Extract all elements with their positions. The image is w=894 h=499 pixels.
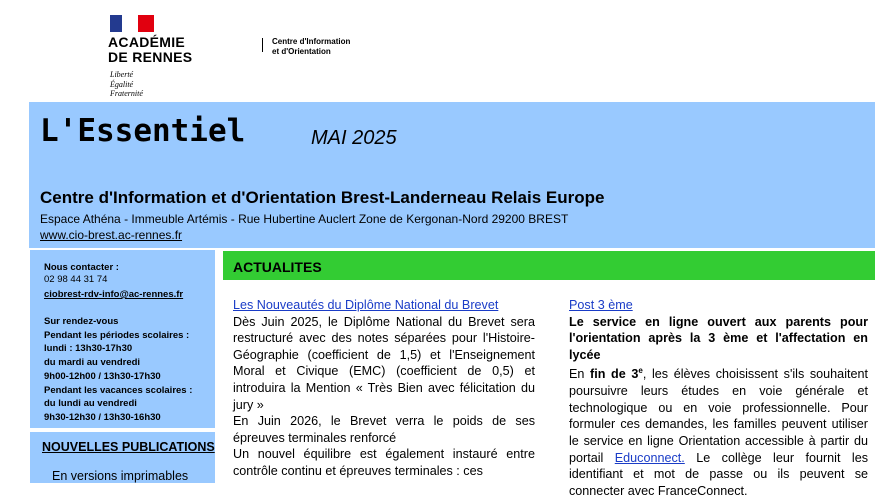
republique-francaise-flag-logo bbox=[110, 15, 154, 32]
publications-title[interactable]: NOUVELLES PUBLICATIONS bbox=[42, 440, 215, 454]
body-rest: , les élèves choisissent s'ils souhaitent poursuivre leurs études en voie générale et technologique ou en voie professionnelle. Pour formuler ces demandes, les familles peuvent utiliser le service en ligne Orientation accessible à partir du portail bbox=[569, 367, 868, 465]
school-hours-days: du mardi au vendredi bbox=[44, 357, 141, 368]
body-sup: e bbox=[638, 366, 643, 376]
newsletter-title: L'Essentiel bbox=[40, 113, 246, 149]
organization-name: Centre d'Information et d'Orientation Brest-Landerneau Relais Europe bbox=[40, 188, 605, 207]
website-link[interactable]: www.cio-brest.ac-rennes.fr bbox=[40, 228, 183, 242]
school-hours-times: 9h00-12h00 / 13h30-17h30 bbox=[44, 371, 161, 382]
article-brevet bbox=[233, 297, 535, 480]
article-post3-heading[interactable]: Post 3 ème bbox=[569, 298, 633, 312]
motto-fraternite: Fraternité bbox=[110, 89, 143, 98]
holidays-label: Pendant les vacances scolaires : bbox=[44, 385, 193, 396]
school-periods-label: Pendant les périodes scolaires : bbox=[44, 330, 190, 341]
holiday-times: 9h30-12h30 / 13h30-16h30 bbox=[44, 412, 161, 423]
academie-line2: DE RENNES bbox=[108, 49, 193, 65]
cio-header-label bbox=[272, 37, 350, 56]
article-post3-lead: Le service en ligne ouvert aux parents pour l'orientation après la 3 ème et l'affectation en lycée bbox=[569, 314, 868, 362]
academie-line1: ACADÉMIE bbox=[108, 34, 186, 50]
news-section-title: ACTUALITES bbox=[233, 259, 322, 275]
republic-motto bbox=[110, 70, 143, 99]
article-brevet-heading[interactable]: Les Nouveautés du Diplôme National du Brevet bbox=[233, 298, 499, 312]
body-end: Le collège leur fournit les identifiant et mot de passe ou ils peuvent se connecter avec FranceConnect. bbox=[569, 450, 868, 498]
body-bold: fin de 3 bbox=[590, 367, 639, 382]
article-post3-body bbox=[569, 363, 868, 499]
cio-line2: et d'Orientation bbox=[272, 46, 331, 56]
article-brevet-p2: En Juin 2026, le Brevet verra le poids de ses épreuves terminales renforcé bbox=[233, 414, 535, 445]
publications-subtitle: En versions imprimables bbox=[52, 469, 189, 483]
contact-title: Nous contacter : bbox=[44, 262, 119, 273]
motto-liberte: Liberté bbox=[110, 70, 134, 79]
motto-egalite: Égalité bbox=[110, 79, 134, 89]
article-brevet-p1: Dès Juin 2025, le Diplôme National du Brevet sera restructuré avec des notes séparées pour l'Histoire-Géographie (coefficient de 1,5) et l'Enseignement Moral et Civique (EMC) (coefficient de 0,5) et introduira la Mention « Très Bien avec félicitation du jury » bbox=[233, 314, 535, 412]
header-divider bbox=[262, 38, 263, 52]
appointment-title: Sur rendez-vous bbox=[44, 316, 119, 327]
organization-address: Espace Athéna - Immeuble Artémis - Rue Hubertine Auclert Zone de Kergonan-Nord 29200 BREST bbox=[40, 212, 569, 226]
issue-month: MAI 2025 bbox=[311, 127, 397, 149]
article-brevet-p3: Un nouvel équilibre est également instauré entre contrôle continu et épreuves terminales : ces bbox=[233, 447, 535, 478]
article-post3 bbox=[569, 297, 868, 499]
contact-phone[interactable]: 02 98 44 31 74 bbox=[44, 274, 108, 285]
school-hours-monday: lundi : 13h30-17h30 bbox=[44, 343, 133, 354]
body-start: En bbox=[569, 367, 591, 382]
educonnect-link[interactable]: Educonnect. bbox=[614, 450, 685, 465]
academie-logo-text bbox=[108, 35, 192, 65]
cio-line1: Centre d'Information bbox=[272, 37, 351, 46]
holiday-days: du lundi au vendredi bbox=[44, 398, 137, 409]
contact-email-link[interactable]: ciobrest-rdv-info@ac-rennes.fr bbox=[44, 289, 184, 300]
